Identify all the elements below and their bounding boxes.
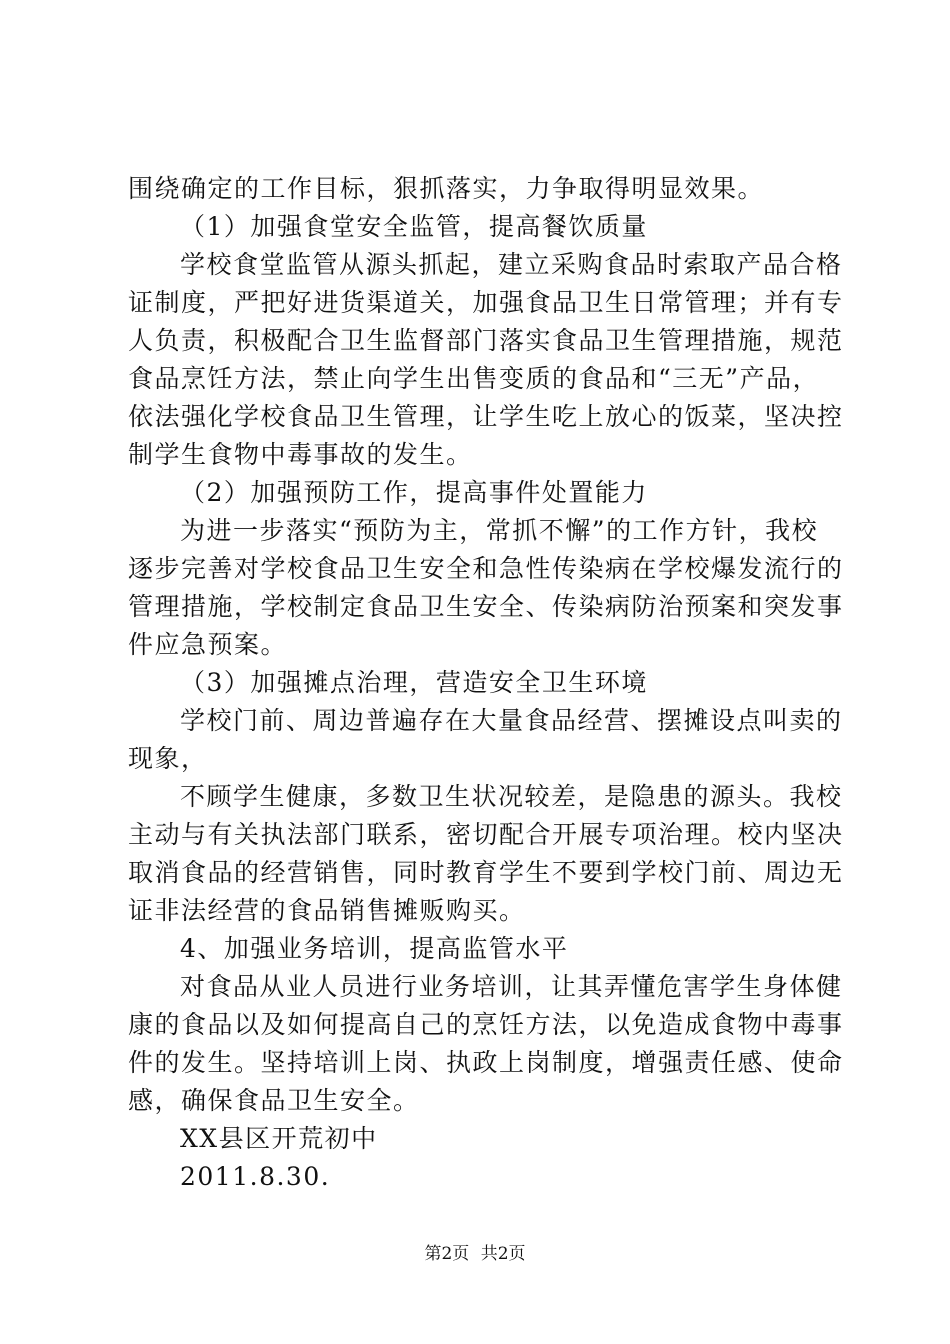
page-footer (0, 1243, 950, 1265)
text-line: 食品烹饪方法，禁止向学生出售变质的食品和“三无”产品， (128, 364, 820, 393)
text-line: 学校门前、周边普遍存在大量食品经营、摆摊设点叫卖的 (180, 706, 843, 735)
text-line: 证非法经营的食品销售摊贩购买。 (128, 896, 526, 925)
text-line: 感，确保食品卫生安全。 (128, 1086, 420, 1115)
text-line: 学校食堂监管从源头抓起，建立采购食品时索取产品合格 (180, 250, 843, 279)
text-line: 对食品从业人员进行业务培训，让其弄懂危害学生身体健 (180, 972, 843, 1001)
text-line: 围绕确定的工作目标，狠抓落实，力争取得明显效果。 (128, 174, 765, 203)
text-line: 取消食品的经营销售，同时教育学生不要到学校门前、周边无 (128, 858, 844, 887)
text-line: 件应急预案。 (128, 630, 288, 659)
section-heading: （1）加强食堂安全监管，提高餐饮质量 (180, 212, 648, 241)
section-heading: （2）加强预防工作，提高事件处置能力 (180, 478, 648, 507)
text-line: 制学生食物中毒事故的发生。 (128, 440, 473, 469)
text-line: 不顾学生健康，多数卫生状况较差，是隐患的源头。我校 (180, 782, 843, 811)
document-body (128, 170, 844, 1196)
text-line: 现象， (128, 744, 208, 773)
signature-organization: XX县区开荒初中 (180, 1124, 378, 1153)
text-line: 为进一步落实“预防为主，常抓不懈”的工作方针，我校 (180, 516, 819, 545)
text-line: 证制度，严把好进货渠道关，加强食品卫生日常管理；并有专 (128, 288, 844, 317)
text-line: 康的食品以及如何提高自己的烹饪方法，以免造成食物中毒事 (128, 1010, 844, 1039)
page-total: 共2页 (480, 1244, 526, 1264)
text-line: 逐步完善对学校食品卫生安全和急性传染病在学校爆发流行的 (128, 554, 844, 583)
text-line: 人负责，积极配合卫生监督部门落实食品卫生管理措施，规范 (128, 326, 844, 355)
section-heading: 4、加强业务培训，提高监管水平 (180, 934, 569, 963)
text-line: 管理措施，学校制定食品卫生安全、传染病防治预案和突发事 (128, 592, 844, 621)
text-line: 主动与有关执法部门联系，密切配合开展专项治理。校内坚决 (128, 820, 844, 849)
signature-date: 2011.8.30. (180, 1162, 331, 1191)
text-line: 件的发生。坚持培训上岗、执政上岗制度，增强责任感、使命 (128, 1048, 844, 1077)
page-number: 第2页 (424, 1244, 470, 1264)
section-heading: （3）加强摊点治理，营造安全卫生环境 (180, 668, 648, 697)
text-line: 依法强化学校食品卫生管理，让学生吃上放心的饭菜，坚决控 (128, 402, 844, 431)
